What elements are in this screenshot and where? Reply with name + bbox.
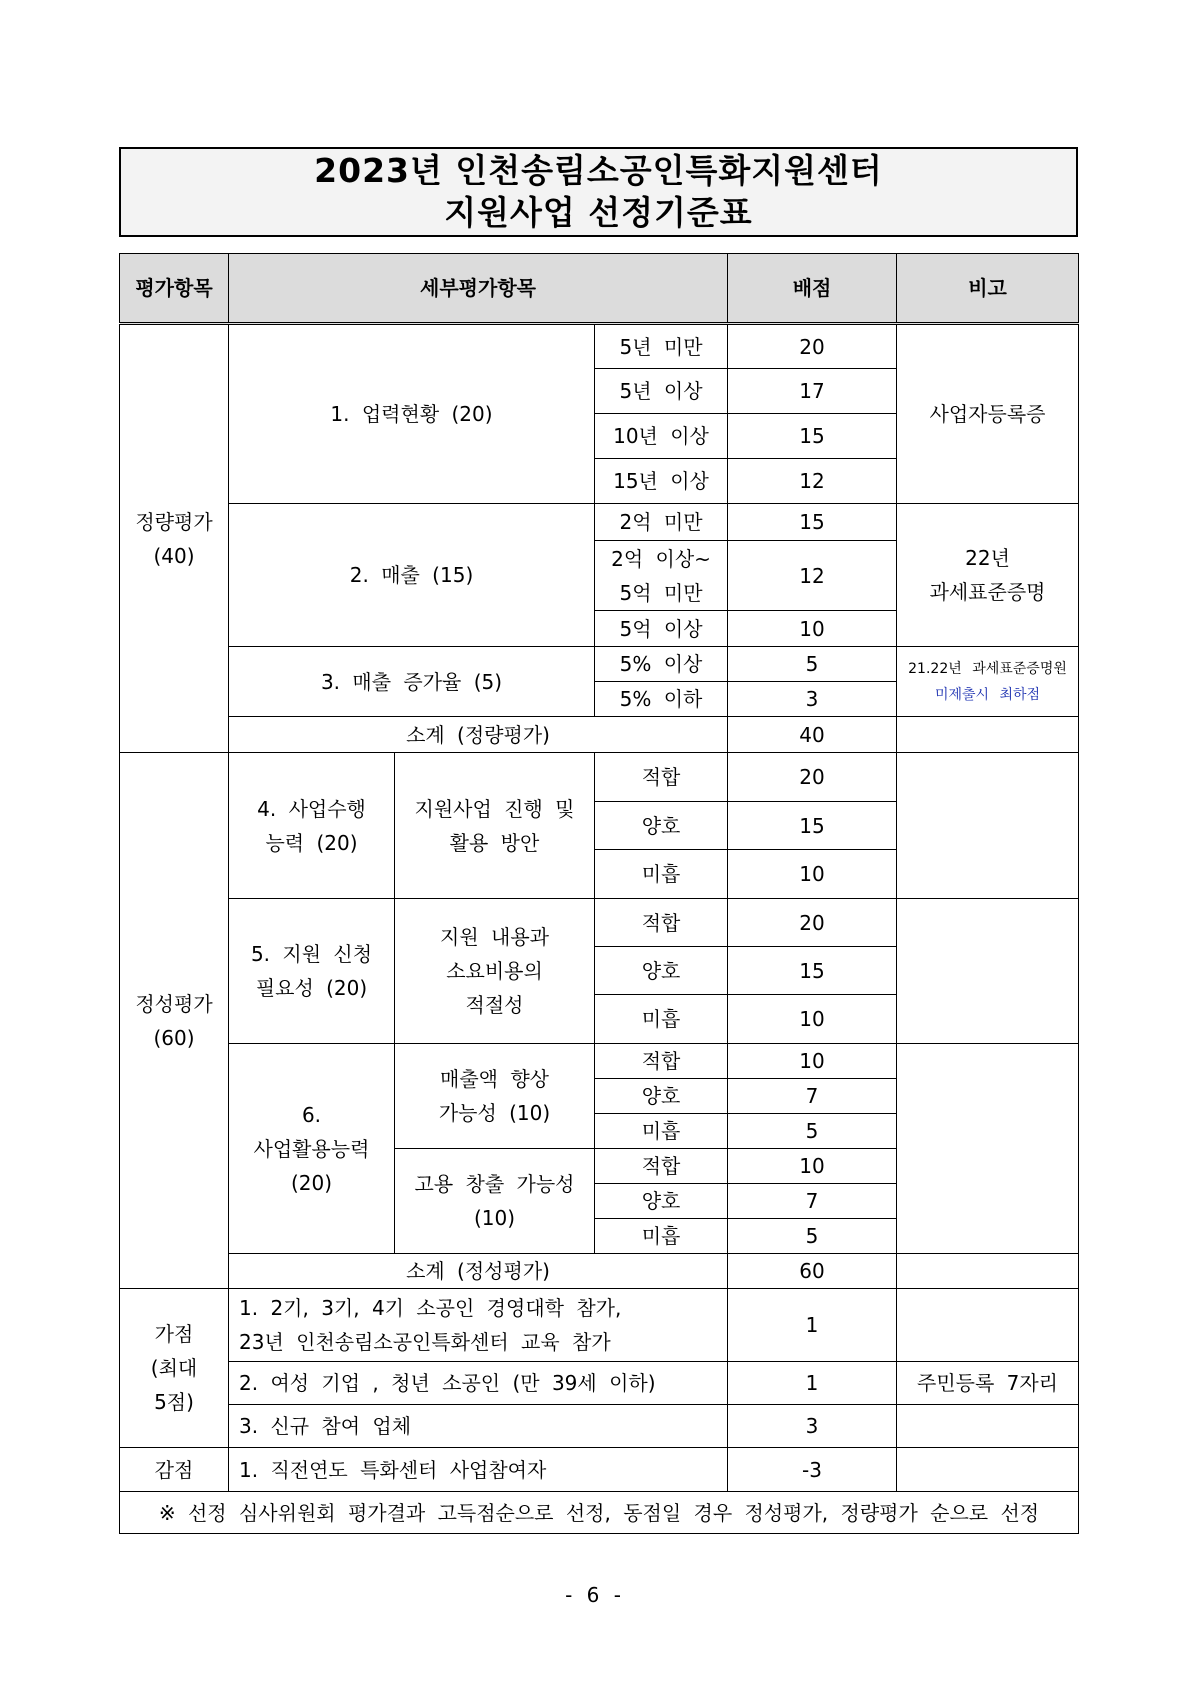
- item3-option-label: 5% 이상: [595, 647, 728, 682]
- table-row: [120, 1044, 1079, 1079]
- item1-option-score: 15: [728, 414, 897, 459]
- table-row: [120, 504, 1079, 541]
- penalty-label: 감점: [120, 1448, 229, 1492]
- item4-option-label: 양호: [595, 802, 728, 850]
- table-row: [120, 1405, 1079, 1448]
- item4-option-label: 미흡: [595, 850, 728, 899]
- item6a-option-score: 5: [728, 1114, 897, 1149]
- bonus-item-text: 1. 2기, 3기, 4기 소공인 경영대학 참가, 23년 인천송림소공인특화센터 교육 참가: [229, 1289, 728, 1362]
- item4-option-score: 15: [728, 802, 897, 850]
- table-row: [120, 324, 1079, 369]
- item6b-option-score: 5: [728, 1219, 897, 1254]
- item4-option-score: 10: [728, 850, 897, 899]
- item6-criterion-a: 매출액 향상 가능성 (10): [395, 1044, 595, 1149]
- document-title-box: [119, 147, 1078, 237]
- item6b-option-score: 10: [728, 1149, 897, 1184]
- bonus-item-score: 1: [728, 1362, 897, 1405]
- footnote-row: [120, 1492, 1079, 1534]
- qualitative-label: 정성평가 (60): [120, 753, 229, 1289]
- item6a-option-score: 7: [728, 1079, 897, 1114]
- penalty-remark: [897, 1448, 1079, 1492]
- qualitative-subtotal-label: 소계 (정성평가): [229, 1254, 728, 1289]
- item1-option-label: 10년 이상: [595, 414, 728, 459]
- document-title-line2: 지원사업 선정기준표: [444, 193, 753, 232]
- quantitative-label: 정량평가 (40): [120, 324, 229, 753]
- bonus-item-score: 1: [728, 1289, 897, 1362]
- item1-remark: 사업자등록증: [897, 324, 1079, 504]
- item1-option-label: 15년 이상: [595, 459, 728, 504]
- item1-option-score: 17: [728, 369, 897, 414]
- item4-name: 4. 사업수행 능력 (20): [229, 753, 395, 899]
- item2-option-score: 12: [728, 541, 897, 611]
- item2-option-label: 2억 이상~ 5억 미만: [595, 541, 728, 611]
- item5-name: 5. 지원 신청 필요성 (20): [229, 899, 395, 1044]
- item3-remark: [897, 647, 1079, 717]
- item2-option-label: 2억 미만: [595, 504, 728, 541]
- bonus-label: 가점 (최대 5점): [120, 1289, 229, 1448]
- item5-option-label: 양호: [595, 947, 728, 995]
- item2-remark: 22년 과세표준증명: [897, 504, 1079, 647]
- penalty-text: 1. 직전연도 특화센터 사업참여자: [229, 1448, 728, 1492]
- item1-option-label: 5년 미만: [595, 324, 728, 369]
- item6a-option-label: 미흡: [595, 1114, 728, 1149]
- table-row: [120, 1448, 1079, 1492]
- item6b-option-label: 미흡: [595, 1219, 728, 1254]
- item1-name: 1. 업력현황 (20): [229, 324, 595, 504]
- header-detail: 세부평가항목: [229, 254, 728, 324]
- item6b-option-label: 양호: [595, 1184, 728, 1219]
- header-remark: 비고: [897, 254, 1079, 324]
- item6-name: 6. 사업활용능력 (20): [229, 1044, 395, 1254]
- document-title-line1: 2023년 인천송림소공인특화지원센터: [314, 151, 883, 190]
- subtotal-row: [120, 717, 1079, 753]
- item5-option-label: 미흡: [595, 995, 728, 1044]
- quantitative-subtotal-label: 소계 (정량평가): [229, 717, 728, 753]
- item2-option-score: 10: [728, 611, 897, 647]
- item6b-option-score: 7: [728, 1184, 897, 1219]
- item4-criterion: 지원사업 진행 및 활용 방안: [395, 753, 595, 899]
- empty-remark: [897, 1254, 1079, 1289]
- item6-criterion-b: 고용 창출 가능성 (10): [395, 1149, 595, 1254]
- item2-option-label: 5억 이상: [595, 611, 728, 647]
- item6a-option-label: 양호: [595, 1079, 728, 1114]
- item2-option-score: 15: [728, 504, 897, 541]
- selection-criteria-table: [119, 253, 1079, 1534]
- bonus-item-remark: [897, 1289, 1079, 1362]
- table-row: [120, 899, 1079, 947]
- table-row: [120, 647, 1079, 682]
- table-row: [120, 1362, 1079, 1405]
- item3-option-score: 5: [728, 647, 897, 682]
- subtotal-row: [120, 1254, 1079, 1289]
- item4-option-score: 20: [728, 753, 897, 802]
- item5-criterion: 지원 내용과 소요비용의 적절성: [395, 899, 595, 1044]
- penalty-score: -3: [728, 1448, 897, 1492]
- item5-remark: [897, 899, 1079, 1044]
- item5-option-score: 15: [728, 947, 897, 995]
- bonus-item-text: 3. 신규 참여 업체: [229, 1405, 728, 1448]
- item3-remark-line1: 21.22년 과세표준증명원: [908, 660, 1067, 677]
- item6b-option-label: 적합: [595, 1149, 728, 1184]
- item1-option-score: 12: [728, 459, 897, 504]
- item4-option-label: 적합: [595, 753, 728, 802]
- bonus-item-remark: [897, 1405, 1079, 1448]
- item5-option-label: 적합: [595, 899, 728, 947]
- item3-option-score: 3: [728, 682, 897, 717]
- table-header-row: [120, 254, 1079, 324]
- item1-option-score: 20: [728, 324, 897, 369]
- empty-remark: [897, 717, 1079, 753]
- item5-option-score: 20: [728, 899, 897, 947]
- bonus-item-score: 3: [728, 1405, 897, 1448]
- item5-option-score: 10: [728, 995, 897, 1044]
- page-number: - 6 -: [565, 1583, 625, 1607]
- item3-name: 3. 매출 증가율 (5): [229, 647, 595, 717]
- header-score: 배점: [728, 254, 897, 324]
- item6-remark: [897, 1044, 1079, 1254]
- footnote: ※ 선정 심사위원회 평가결과 고득점순으로 선정, 동점일 경우 정성평가, 정량평가 순으로 선정: [120, 1492, 1079, 1534]
- item3-option-label: 5% 이하: [595, 682, 728, 717]
- item4-remark: [897, 753, 1079, 899]
- table-row: [120, 1289, 1079, 1362]
- bonus-item-remark: 주민등록 7자리: [897, 1362, 1079, 1405]
- qualitative-subtotal-score: 60: [728, 1254, 897, 1289]
- item3-remark-line2: 미제출시 최하점: [934, 686, 1041, 703]
- header-category: 평가항목: [120, 254, 229, 324]
- item6a-option-score: 10: [728, 1044, 897, 1079]
- bonus-item-text: 2. 여성 기업 , 청년 소공인 (만 39세 이하): [229, 1362, 728, 1405]
- item2-name: 2. 매출 (15): [229, 504, 595, 647]
- item1-option-label: 5년 이상: [595, 369, 728, 414]
- table-row: [120, 753, 1079, 802]
- quantitative-subtotal-score: 40: [728, 717, 897, 753]
- item6a-option-label: 적합: [595, 1044, 728, 1079]
